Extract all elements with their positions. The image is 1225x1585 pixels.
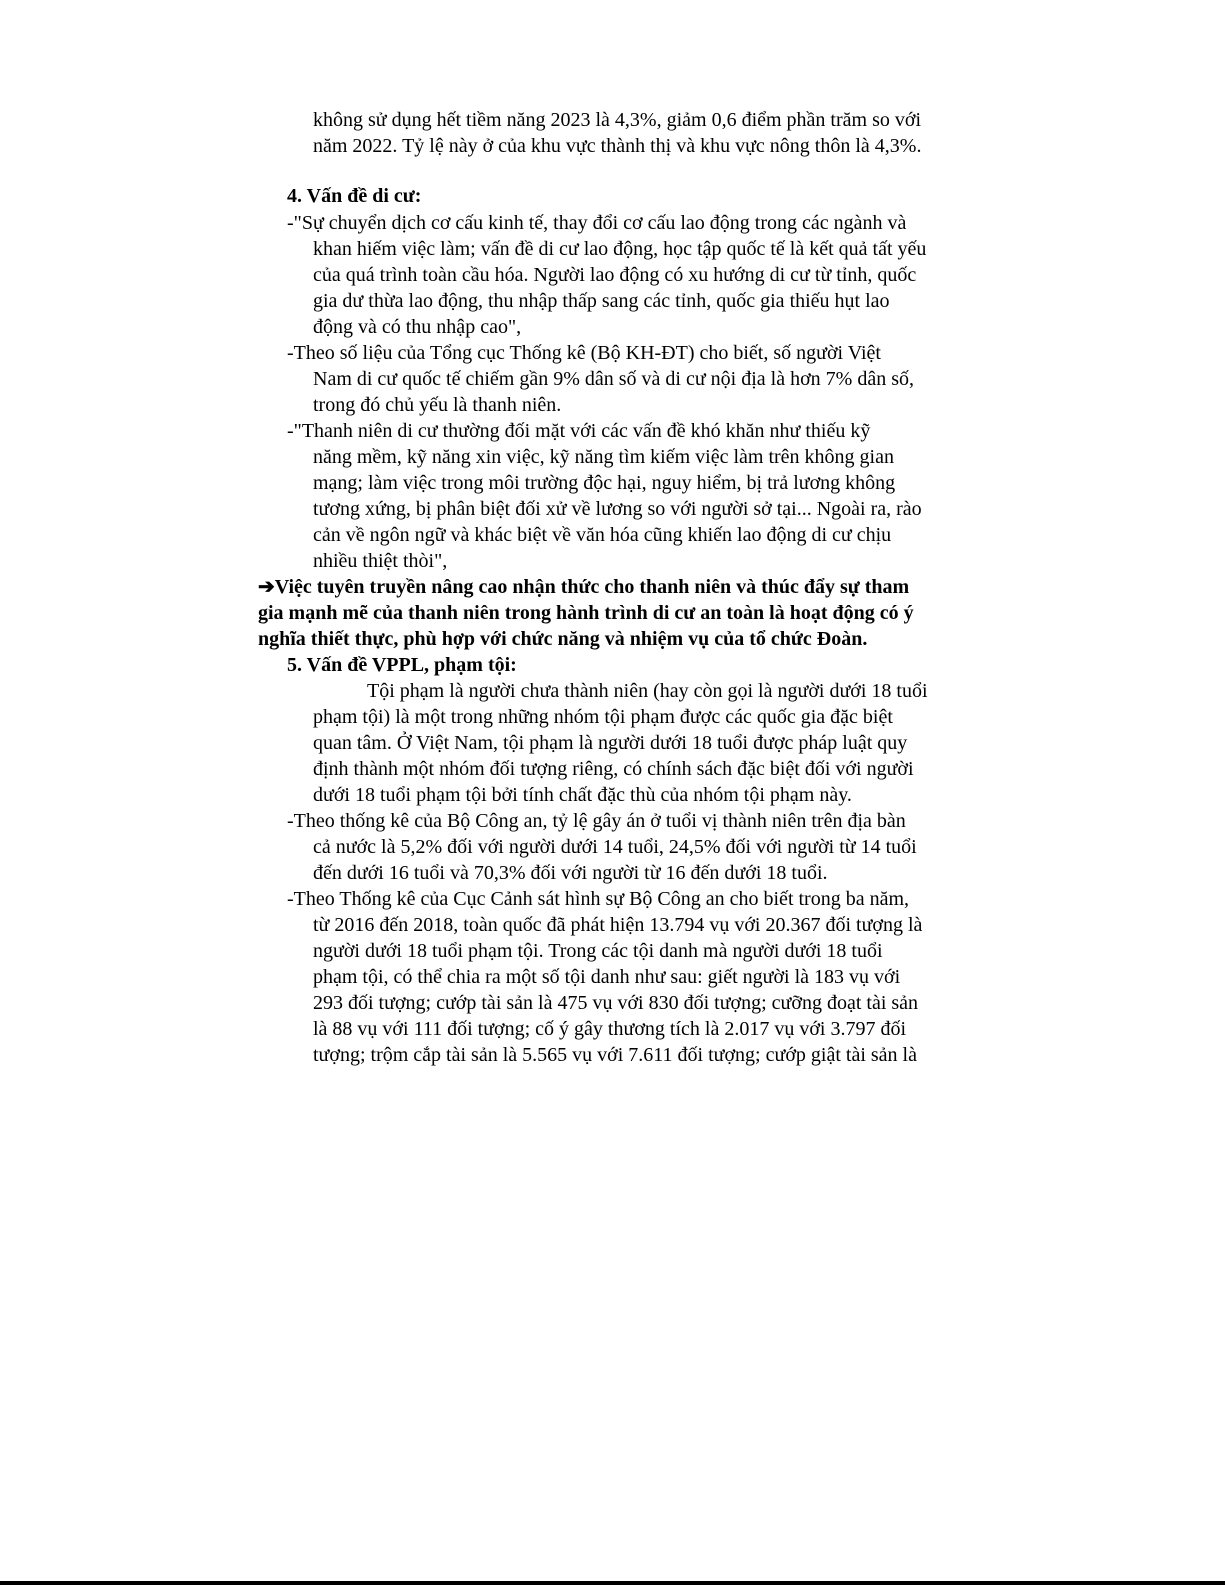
text-line: cả nước là 5,2% đối với người dưới 14 tuổi, 24,5% đối với người từ 14 tuổi	[313, 836, 917, 858]
intro-paragraph	[313, 107, 921, 159]
section-4-bullet-1	[287, 210, 926, 340]
section-4-conclusion	[258, 574, 914, 652]
text-line: Tội phạm là người chưa thành niên (hay còn gọi là người dưới 18 tuổi	[367, 680, 928, 702]
text-line: cản về ngôn ngữ và khác biệt về văn hóa cũng khiến lao động di cư chịu	[313, 524, 892, 546]
text-line: tượng; trộm cắp tài sản là 5.565 vụ với 7.611 đối tượng; cướp giật tài sản là	[313, 1044, 917, 1066]
text-line: Nam di cư quốc tế chiếm gần 9% dân số và di cư nội địa là hơn 7% dân số,	[313, 368, 914, 390]
text-line: ➔Việc tuyên truyền nâng cao nhận thức cho thanh niên và thúc đẩy sự tham	[258, 576, 910, 598]
text-line: phạm tội) là một trong những nhóm tội phạm được các quốc gia đặc biệt	[313, 706, 893, 728]
text-line: của quá trình toàn cầu hóa. Người lao động có xu hướng di cư từ tỉnh, quốc	[313, 264, 917, 286]
text-line: khan hiếm việc làm; vấn đề di cư lao động, học tập quốc tế là kết quả tất yếu	[313, 238, 927, 260]
text-line: là 88 vụ với 111 đối tượng; cố ý gây thương tích là 2.017 vụ với 3.797 đối	[313, 1018, 907, 1040]
text-line: từ 2016 đến 2018, toàn quốc đã phát hiện 13.794 vụ với 20.367 đối tượng là	[313, 914, 923, 936]
section-5-paragraph	[313, 678, 928, 808]
text-line: dưới 18 tuổi phạm tội bởi tính chất đặc thù của nhóm tội phạm này.	[313, 784, 852, 806]
text-line: -"Sự chuyển dịch cơ cấu kinh tế, thay đổi cơ cấu lao động trong các ngành và	[287, 212, 907, 234]
text-line: năm 2022. Tỷ lệ này ở của khu vực thành thị và khu vực nông thôn là 4,3%.	[313, 135, 922, 157]
text-line: gia dư thừa lao động, thu nhập thấp sang các tỉnh, quốc gia thiếu hụt lao	[313, 290, 890, 312]
text-line: động và có thu nhập cao",	[313, 316, 522, 338]
text-line: mạng; làm việc trong môi trường độc hại, nguy hiểm, bị trả lương không	[313, 472, 896, 494]
text-line: -Theo số liệu của Tổng cục Thống kê (Bộ KH-ĐT) cho biết, số người Việt	[287, 342, 881, 364]
text-line: -Theo thống kê của Bộ Công an, tỷ lệ gây án ở tuổi vị thành niên trên địa bàn	[287, 810, 906, 832]
text-line: 293 đối tượng; cướp tài sản là 475 vụ với 830 đối tượng; cưỡng đoạt tài sản	[313, 992, 919, 1014]
page-bottom-border	[0, 1581, 1225, 1585]
text-line: quan tâm. Ở Việt Nam, tội phạm là người dưới 18 tuổi được pháp luật quy	[313, 732, 908, 754]
text-line: nhiều thiệt thòi",	[313, 550, 448, 572]
text-line: -"Thanh niên di cư thường đối mặt với các vấn đề khó khăn như thiếu kỹ	[287, 420, 871, 442]
text-line: không sử dụng hết tiềm năng 2023 là 4,3%, giảm 0,6 điểm phần trăm so với	[313, 109, 921, 131]
text-line: -Theo Thống kê của Cục Cảnh sát hình sự Bộ Công an cho biết trong ba năm,	[287, 888, 910, 910]
section-5-bullet-1	[287, 808, 917, 886]
section-4-bullet-3	[287, 418, 922, 574]
text-line: tương xứng, bị phân biệt đối xử về lương so với người sở tại... Ngoài ra, rào	[313, 498, 922, 520]
section-4-heading: 4. Vấn đề di cư:	[287, 185, 422, 207]
text-line: phạm tội, có thể chia ra một số tội danh như sau: giết người là 183 vụ với	[313, 966, 901, 988]
text-line: người dưới 18 tuổi phạm tội. Trong các tội danh mà người dưới 18 tuổi	[313, 940, 883, 962]
text-line: đến dưới 16 tuổi và 70,3% đối với người từ 16 đến dưới 18 tuổi.	[313, 862, 828, 884]
text-line: trong đó chủ yếu là thanh niên.	[313, 394, 562, 416]
text-line: gia mạnh mẽ của thanh niên trong hành trình di cư an toàn là hoạt động có ý	[258, 602, 914, 624]
text-line: nghĩa thiết thực, phù hợp với chức năng và nhiệm vụ của tổ chức Đoàn.	[258, 628, 868, 650]
section-5-bullet-2	[287, 886, 922, 1068]
section-5-heading: 5. Vấn đề VPPL, phạm tội:	[287, 654, 517, 676]
text-line: năng mềm, kỹ năng xin việc, kỹ năng tìm kiếm việc làm trên không gian	[313, 446, 894, 468]
section-4-bullet-2	[287, 340, 914, 418]
text-line: định thành một nhóm đối tượng riêng, có chính sách đặc biệt đối với người	[313, 758, 914, 780]
